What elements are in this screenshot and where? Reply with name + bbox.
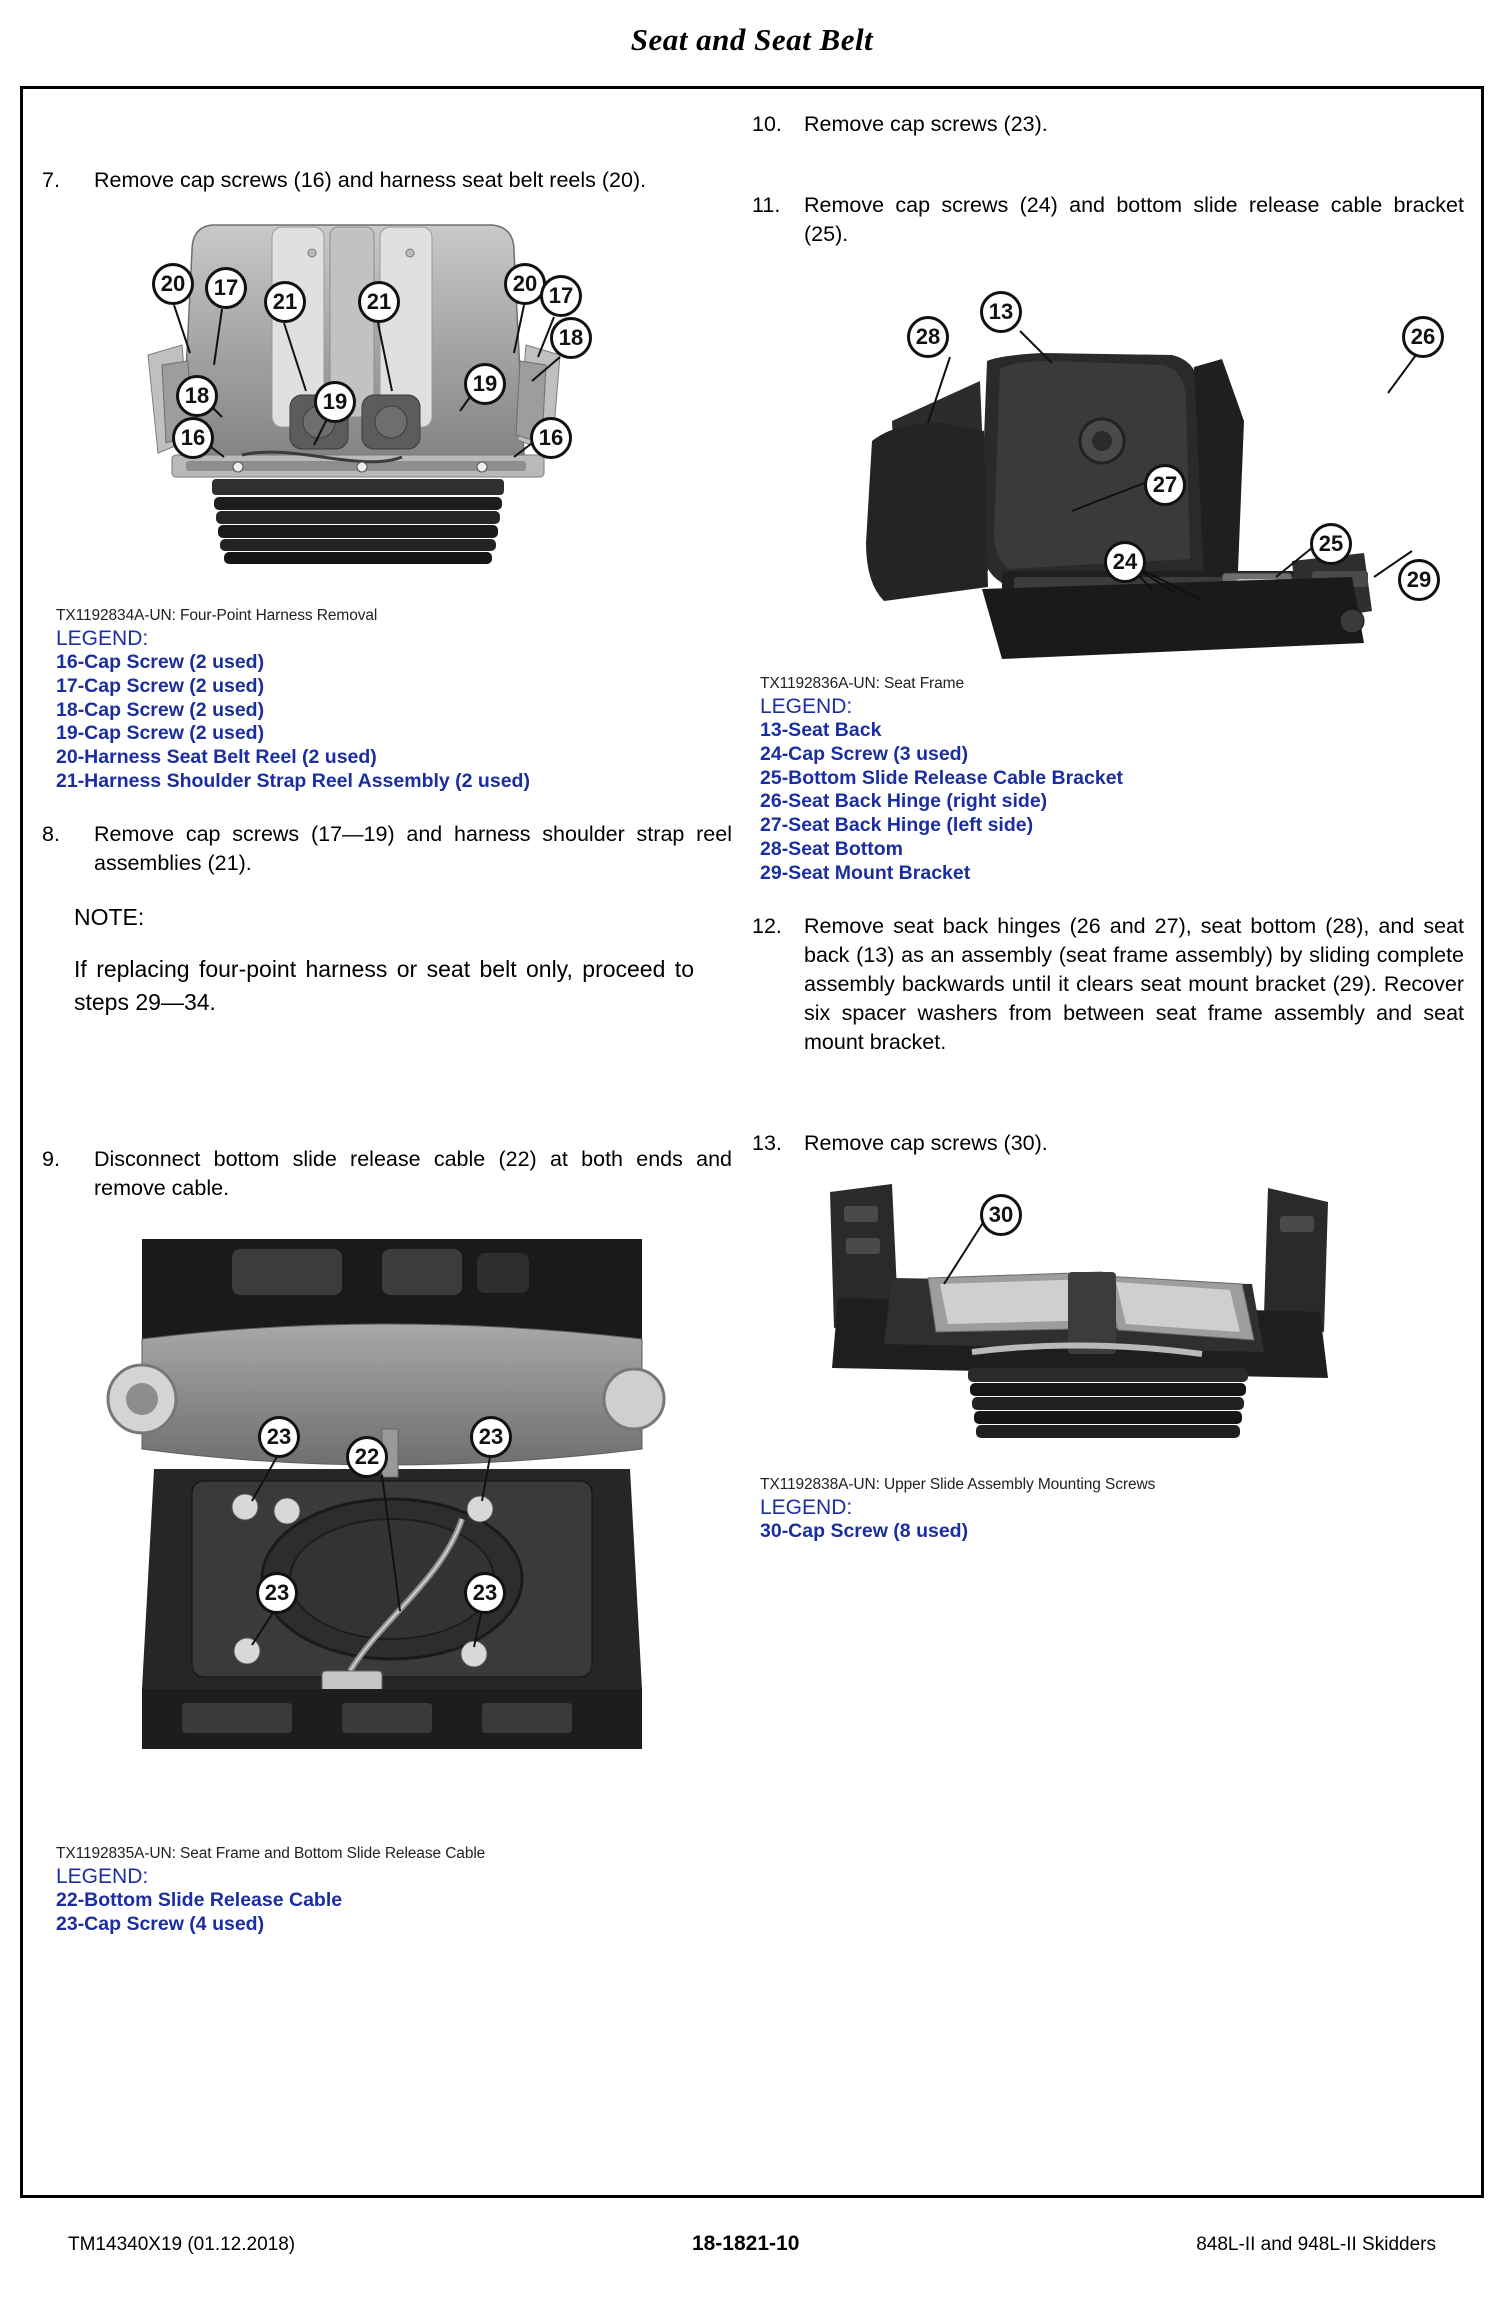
legend-item: 17-Cap Screw (2 used) bbox=[56, 674, 265, 697]
legend-item: 21-Harness Shoulder Strap Reel Assembly (2 used) bbox=[56, 769, 530, 792]
step-9 bbox=[42, 1145, 732, 1203]
step-10 bbox=[752, 110, 1464, 139]
step-11-text: Remove cap screws (24) and bottom slide release cable bracket (25). bbox=[804, 193, 1464, 247]
note-text: If replacing four-point harness or seat belt only, proceed to steps 29—34. bbox=[74, 955, 694, 1016]
illustration-upper-slide-assembly bbox=[772, 1172, 1392, 1472]
callout-29: 29 bbox=[1398, 559, 1440, 601]
callout-27: 27 bbox=[1144, 464, 1186, 506]
callout-28: 28 bbox=[907, 316, 949, 358]
callout-17-right: 17 bbox=[540, 275, 582, 317]
legend-item: 16-Cap Screw (2 used) bbox=[56, 651, 265, 674]
legend-item: 30-Cap Screw (8 used) bbox=[760, 1519, 969, 1542]
figure-4-legend-title: LEGEND: bbox=[760, 1495, 853, 1519]
legend-item: 26-Seat Back Hinge (right side) bbox=[760, 790, 1048, 813]
figure-1-caption: TX1192834A-UN: Four-Point Harness Removal bbox=[56, 607, 378, 625]
page-footer bbox=[20, 2232, 1484, 2256]
step-11 bbox=[752, 191, 1464, 249]
note-label: NOTE: bbox=[74, 903, 145, 930]
legend-item: 23-Cap Screw (4 used) bbox=[56, 1913, 265, 1936]
harness-removal-drawing bbox=[62, 205, 702, 605]
step-13 bbox=[752, 1129, 1464, 1158]
step-8 bbox=[42, 820, 732, 878]
footer-page-number: 18-1821-10 bbox=[691, 2232, 800, 2255]
legend-item: 18-Cap Screw (2 used) bbox=[56, 698, 265, 721]
step-10-text: Remove cap screws (23). bbox=[804, 112, 1048, 136]
callout-21-left: 21 bbox=[264, 281, 306, 323]
callout-16-left: 16 bbox=[172, 417, 214, 459]
figure-four-point-harness bbox=[42, 205, 732, 794]
legend-item: 19-Cap Screw (2 used) bbox=[56, 722, 265, 745]
left-column bbox=[42, 110, 732, 1941]
figure-2-legend-title: LEGEND: bbox=[56, 1865, 149, 1889]
upper-slide-assembly-drawing bbox=[772, 1172, 1392, 1472]
figure-seat-frame-cable bbox=[42, 1219, 732, 1937]
callout-25: 25 bbox=[1310, 523, 1352, 565]
callout-16-right: 16 bbox=[530, 417, 572, 459]
callout-18-left: 18 bbox=[176, 375, 218, 417]
callout-23-top-left: 23 bbox=[258, 1416, 300, 1458]
seat-frame-cable-drawing bbox=[82, 1219, 702, 1839]
callout-18-right: 18 bbox=[550, 317, 592, 359]
callout-20-right: 20 bbox=[504, 263, 546, 305]
step-7-text: Remove cap screws (16) and harness seat belt reels (20). bbox=[94, 168, 647, 192]
callout-22: 22 bbox=[346, 1436, 388, 1478]
border-right bbox=[1481, 86, 1484, 2198]
border-left bbox=[20, 86, 23, 2198]
callout-23-bottom-right: 23 bbox=[464, 1572, 506, 1614]
footer-left: TM14340X19 (01.12.2018) bbox=[68, 2234, 296, 2255]
border-top bbox=[20, 86, 1484, 89]
figure-seat-frame bbox=[752, 271, 1464, 885]
legend-item: 22-Bottom Slide Release Cable bbox=[56, 1889, 343, 1912]
illustration-four-point-harness bbox=[62, 205, 702, 605]
step-9-text: Disconnect bottom slide release cable (22) at both ends and remove cable. bbox=[94, 1147, 732, 1201]
callout-23-bottom-left: 23 bbox=[256, 1572, 298, 1614]
step-13-number: 13. bbox=[752, 1130, 782, 1155]
legend-item: 13-Seat Back bbox=[760, 719, 882, 742]
illustration-seat-frame bbox=[752, 271, 1452, 671]
step-10-number: 10. bbox=[752, 112, 782, 136]
legend-item: 28-Seat Bottom bbox=[760, 837, 904, 860]
step-12-text: Remove seat back hinges (26 and 27), seat bottom (28), and seat back (13) as an assembly (seat frame assembly) by sliding complete assembly backwards until it clears seat mount bracket (29). Recover six spacer washers from between seat frame assembly and seat mount bracket. bbox=[804, 913, 1464, 1054]
step-7 bbox=[42, 166, 732, 195]
step-11-number: 11. bbox=[752, 193, 781, 218]
figure-4-caption: TX1192838A-UN: Upper Slide Assembly Mounting Screws bbox=[760, 1475, 1156, 1493]
callout-20-left: 20 bbox=[152, 263, 194, 305]
legend-item: 20-Harness Seat Belt Reel (2 used) bbox=[56, 746, 377, 769]
callout-19-right: 19 bbox=[464, 363, 506, 405]
figure-2-caption: TX1192835A-UN: Seat Frame and Bottom Slide Release Cable bbox=[56, 1845, 486, 1863]
callout-13: 13 bbox=[980, 291, 1022, 333]
footer-right: 848L-II and 948L-II Skidders bbox=[1196, 2234, 1436, 2255]
step-13-text: Remove cap screws (30). bbox=[804, 1130, 1048, 1155]
callout-26: 26 bbox=[1402, 316, 1444, 358]
illustration-seat-frame-cable bbox=[82, 1219, 702, 1839]
border-bottom bbox=[20, 2195, 1484, 2198]
step-8-text: Remove cap screws (17—19) and harness shoulder strap reel assemblies (21). bbox=[94, 821, 732, 875]
callout-24: 24 bbox=[1104, 541, 1146, 583]
callout-17-left: 17 bbox=[205, 267, 247, 309]
page-title: Seat and Seat Belt bbox=[630, 22, 874, 57]
legend-item: 27-Seat Back Hinge (left side) bbox=[760, 814, 1034, 837]
callout-19-left: 19 bbox=[314, 381, 356, 423]
legend-item: 25-Bottom Slide Release Cable Bracket bbox=[760, 766, 1124, 789]
step-9-number: 9. bbox=[42, 1147, 60, 1172]
callout-21-right: 21 bbox=[358, 281, 400, 323]
step-8-number: 8. bbox=[42, 821, 60, 846]
step-7-number: 7. bbox=[42, 168, 60, 192]
legend-item: 24-Cap Screw (3 used) bbox=[760, 742, 969, 765]
figure-upper-slide-assembly bbox=[752, 1172, 1464, 1544]
seat-frame-drawing bbox=[752, 271, 1452, 671]
callout-30: 30 bbox=[980, 1194, 1022, 1236]
callout-23-top-right: 23 bbox=[470, 1416, 512, 1458]
figure-3-legend-title: LEGEND: bbox=[760, 695, 853, 719]
legend-item: 29-Seat Mount Bracket bbox=[760, 861, 971, 884]
step-12-number: 12. bbox=[752, 913, 782, 938]
step-12 bbox=[752, 912, 1464, 1057]
figure-3-caption: TX1192836A-UN: Seat Frame bbox=[760, 675, 964, 693]
right-column bbox=[752, 110, 1464, 1547]
figure-1-legend-title: LEGEND: bbox=[56, 627, 149, 651]
page-header bbox=[0, 22, 1504, 58]
